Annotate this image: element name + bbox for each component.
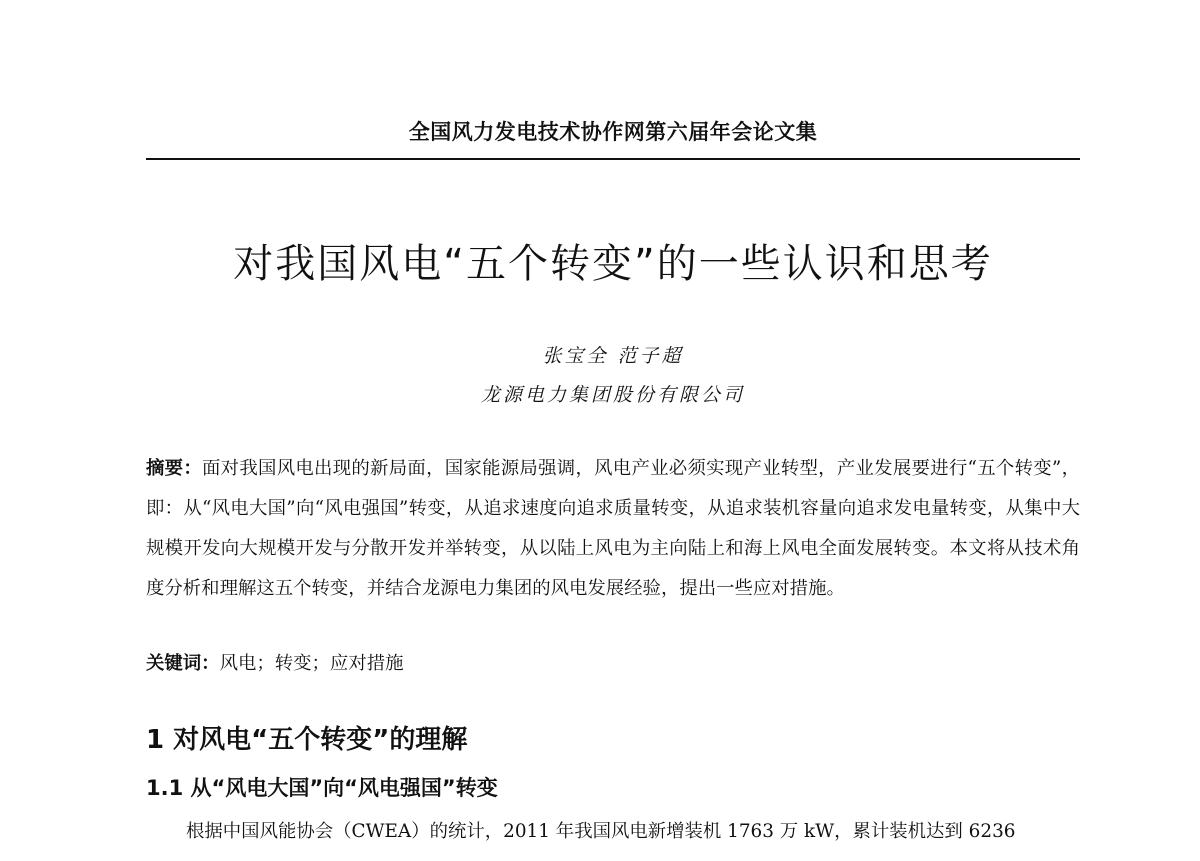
authors: 张宝全 范子超 bbox=[542, 345, 684, 367]
paper-title: 对我国风电“五个转变”的一些认识和思考 bbox=[233, 241, 993, 287]
abstract-text: 面对我国风电出现的新局面，国家能源局强调，风电产业必须实现产业转型，产业发展要进行“五个转变”，即：从“风电大国”向“风电强国”转变，从追求速度向追求质量转变，从追求装机容量向追求发电量转变，从集中大规模开发向大规模开发与分散开发并举转变，从以陆上风电为主向陆上和海上风电全面发展转变。本文将从技术角度分析和理解这五个转变，并结合龙源电力集团的风电发展经验，提出一些应对措施。 bbox=[146, 458, 1080, 599]
keywords-label: 关键词： bbox=[146, 653, 220, 674]
header-rule bbox=[146, 158, 1080, 160]
body-paragraph: 根据中国风能协会（CWEA）的统计，2011 年我国风电新增装机 1763 万 kW，累计装机达到 6236 bbox=[186, 821, 1016, 842]
keywords-text: 风电；转变；应对措施 bbox=[219, 653, 404, 674]
section-heading-1-1: 1.1 从“风电大国”向“风电强国”转变 bbox=[146, 776, 498, 800]
running-head: 全国风力发电技术协作网第六届年会论文集 bbox=[408, 120, 818, 144]
abstract bbox=[146, 449, 1080, 609]
affiliation: 龙源电力集团股份有限公司 bbox=[480, 384, 745, 406]
section-heading-1: 1 对风电“五个转变”的理解 bbox=[146, 725, 468, 755]
keywords bbox=[146, 649, 1080, 679]
abstract-label: 摘要： bbox=[146, 458, 203, 479]
